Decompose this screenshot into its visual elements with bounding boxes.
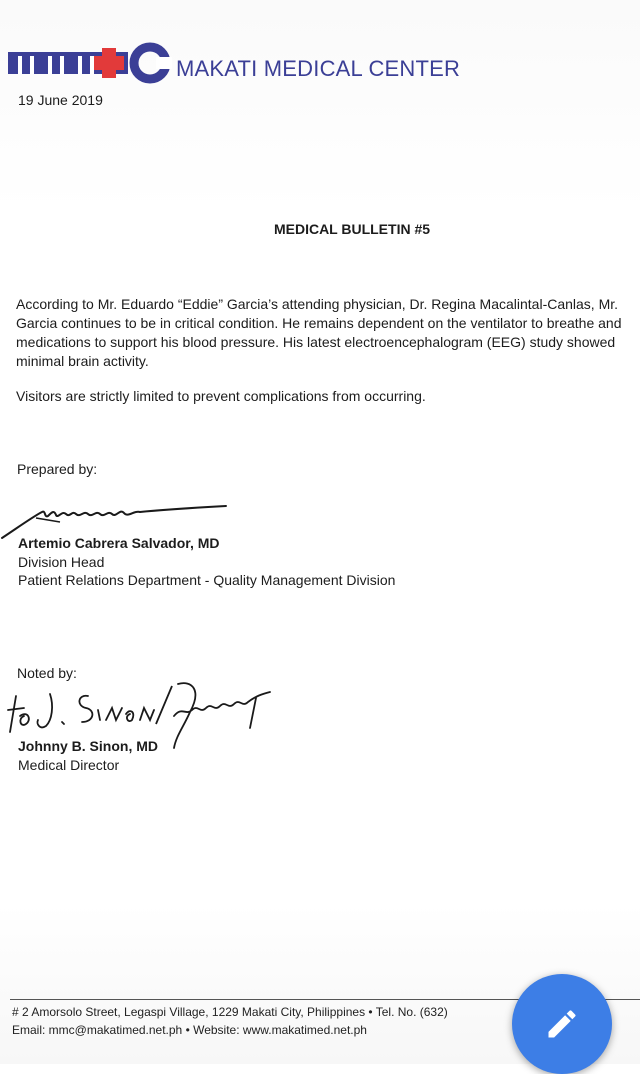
bulletin-paragraph-1: According to Mr. Eduardo “Eddie” Garcia’s attending physician, Dr. Regina Macalintal-Canlas, Mr. Garcia continues to be in critical condition. He remains dependent on the ventilator to breathe and medications to support his blood pressure. His latest electroencephalogram (EEG) study showed minimal brain activity. <box>16 296 622 369</box>
pencil-icon <box>544 1006 580 1042</box>
organization-name: MAKATI MEDICAL CENTER <box>176 56 461 81</box>
bulletin-paragraph-2: Visitors are strictly limited to prevent complications from occurring. <box>16 388 426 404</box>
footer-address: # 2 Amorsolo Street, Legaspi Village, 1229 Makati City, Philippines • Tel. No. (632) <box>12 1005 448 1019</box>
noter-title: Medical Director <box>18 757 120 773</box>
mmc-logo <box>8 40 172 86</box>
noter-name: Johnny B. Sinon, MD <box>18 738 158 754</box>
preparer-title: Division Head <box>18 554 105 570</box>
document-date: 19 June 2019 <box>18 92 103 108</box>
edit-fab-button[interactable] <box>512 974 612 1074</box>
footer-contact: Email: mmc@makatimed.net.ph • Website: www.makatimed.net.ph <box>12 1023 367 1037</box>
preparer-department: Patient Relations Department - Quality Management Division <box>18 572 396 588</box>
noted-by-label: Noted by: <box>17 665 77 681</box>
preparer-name: Artemio Cabrera Salvador, MD <box>18 535 220 551</box>
prepared-by-label: Prepared by: <box>17 461 98 477</box>
bulletin-title: MEDICAL BULLETIN #5 <box>273 221 431 237</box>
